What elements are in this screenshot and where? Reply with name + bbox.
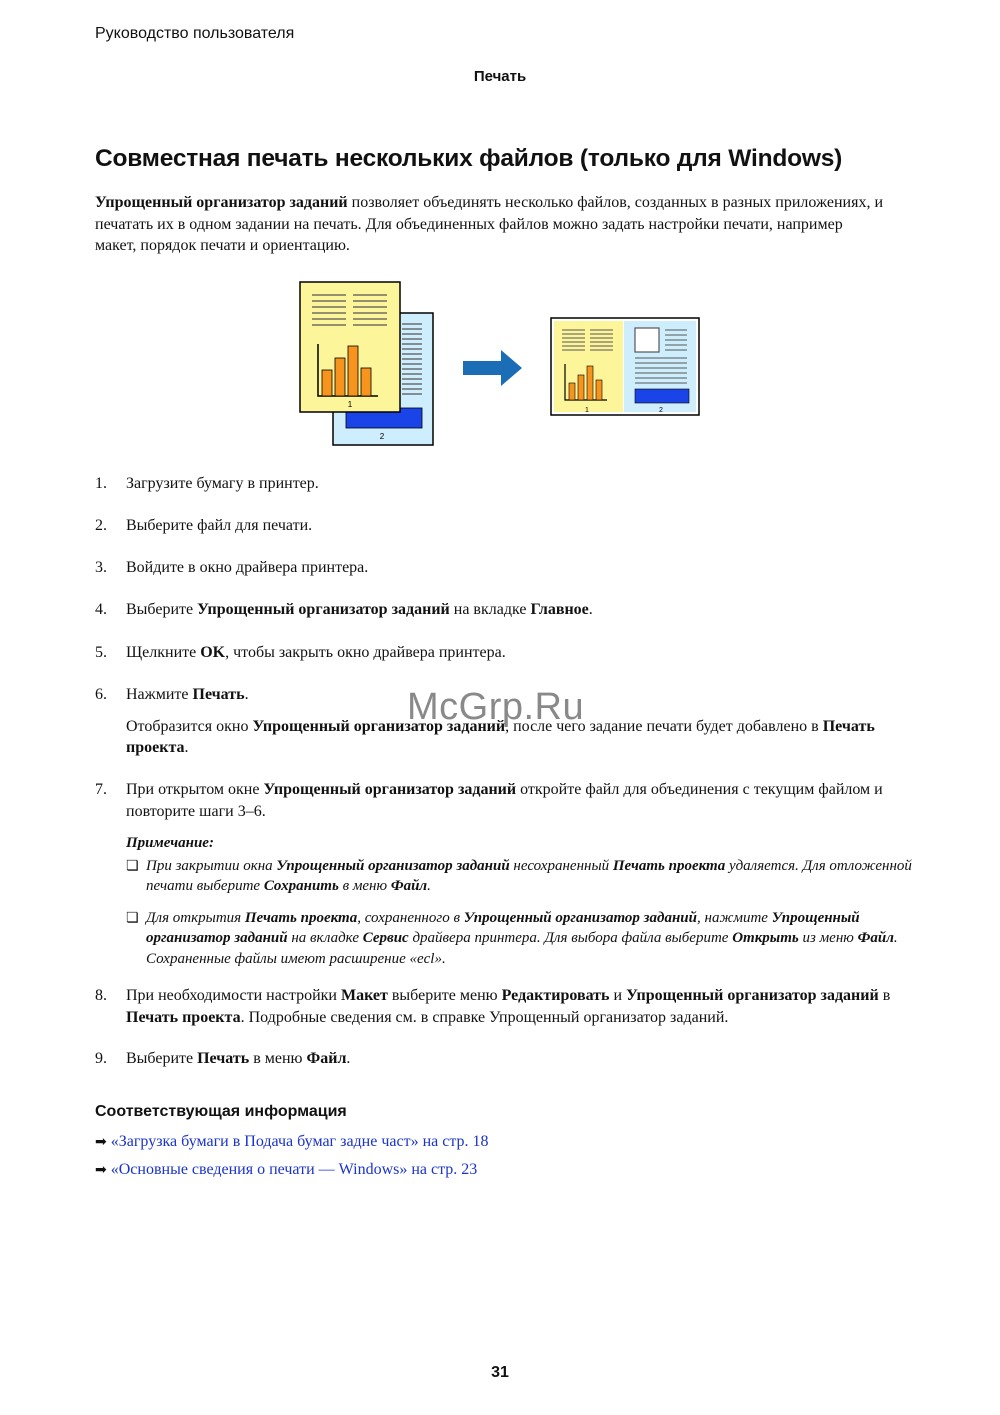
step-text: При открытом окне	[126, 781, 264, 798]
arrow-right-icon: ➡	[95, 1162, 107, 1178]
step-number: 1.	[95, 475, 107, 492]
step-bold-term: Макет	[340, 987, 388, 1004]
source-page-2-number: 2	[379, 432, 385, 441]
step-bold-term: Редактировать	[501, 987, 610, 1004]
step-text: откройте файл для объединения с текущим файлом и повторите шаги 3–6.	[126, 781, 883, 820]
step-text: , после чего задание печати будет добавлено в	[505, 717, 823, 735]
note-bold-term: Файл	[857, 930, 894, 946]
result-page-2-number: 2	[659, 407, 663, 414]
document-header: Руководство пользователя	[95, 25, 295, 42]
related-link-paper-loading[interactable]	[95, 1133, 489, 1151]
note-bold-term: Сохранить	[263, 878, 339, 894]
note-text: на вкладке	[287, 930, 363, 946]
note-text: Для открытия	[146, 909, 245, 926]
note-bold-term: Сервис	[362, 930, 409, 946]
step-bold-term: Упрощенный организатор заданий	[197, 601, 450, 618]
step-bold-term: Главное	[530, 601, 589, 618]
note-text: , сохраненного в	[357, 909, 464, 926]
note-bold-term: Упрощенный организатор заданий	[146, 909, 860, 946]
related-info-heading: Соответствующая информация	[95, 1103, 347, 1120]
step-bold-term: Печать проекта	[126, 1008, 241, 1026]
note-text: драйвера принтера. Для выбора файла выберите	[408, 930, 733, 946]
note-text: .	[427, 878, 431, 894]
checkbox-bullet-icon: ❏	[126, 857, 139, 874]
note-bullet	[126, 908, 916, 970]
step-text: . Подробные сведения см. в справке Упрощенный организатор заданий.	[240, 1008, 729, 1026]
step-number: 2.	[95, 517, 107, 534]
note-text: в меню	[338, 878, 391, 894]
step-text: Войдите в окно драйвера принтера.	[126, 559, 369, 576]
step-text: .	[244, 686, 249, 703]
note-text: , нажмите	[697, 909, 772, 926]
page-number: 31	[491, 1364, 509, 1381]
step-number: 6.	[95, 686, 107, 703]
note-text: При закрытии окна	[146, 857, 277, 874]
result-page-1-number: 1	[585, 407, 589, 414]
step-5	[95, 642, 905, 664]
related-link-text[interactable]: «Основные сведения о печати — Windows» на стр. 23	[110, 1161, 478, 1178]
step-bold-term: Печать	[197, 1050, 250, 1067]
note-bold-term: Упрощенный организатор заданий	[276, 857, 510, 874]
step-text: Щелкните	[126, 644, 201, 661]
page-title: Совместная печать нескольких файлов (только для Windows)	[95, 145, 843, 172]
step-number: 7.	[95, 781, 107, 798]
step-8	[95, 985, 905, 1028]
step-text: Выберите файл для печати.	[126, 517, 313, 534]
step-text: .	[184, 739, 189, 756]
step-9	[95, 1048, 905, 1070]
checkbox-bullet-icon: ❏	[126, 909, 139, 926]
source-page-1-number: 1	[347, 400, 353, 409]
note-box	[126, 833, 916, 969]
step-bold-term: Упрощенный организатор заданий	[263, 781, 517, 798]
source-page-1	[300, 282, 400, 412]
step-text: на вкладке	[449, 601, 531, 618]
step-text: Выберите	[126, 601, 198, 618]
related-link-printing-basics[interactable]	[95, 1161, 477, 1179]
step-text: Выберите	[126, 1050, 198, 1067]
step-number: 8.	[95, 987, 107, 1004]
note-bold-term: Открыть	[732, 930, 799, 946]
step-text: выберите меню	[387, 987, 502, 1004]
note-text: из меню	[798, 930, 858, 946]
note-bold-term: Файл	[390, 878, 428, 894]
arrow-right-icon	[463, 350, 522, 386]
step-text: в меню	[249, 1050, 307, 1067]
step-number: 5.	[95, 644, 107, 661]
step-text: в	[878, 987, 891, 1004]
note-text: . Сохраненные файлы имеют расширение «ecl».	[146, 930, 898, 967]
note-bold-term: Упрощенный организатор заданий	[463, 909, 697, 926]
step-number: 3.	[95, 559, 107, 576]
step-2	[95, 515, 905, 537]
intro-paragraph	[95, 192, 885, 257]
section-header: Печать	[473, 68, 527, 85]
note-bullet	[126, 856, 916, 897]
step-text: Отобразится окно	[126, 717, 253, 735]
step-text: Нажмите	[126, 686, 193, 703]
step-text: При необходимости настройки	[126, 987, 341, 1004]
step-number: 4.	[95, 601, 107, 618]
step-bold-term: Упрощенный организатор заданий	[252, 717, 506, 735]
step-text: и	[609, 987, 627, 1004]
step-3	[95, 557, 905, 579]
step-number: 9.	[95, 1050, 107, 1067]
arrow-right-icon: ➡	[95, 1134, 107, 1150]
step-text: .	[588, 601, 593, 618]
step-bold-term: OK	[200, 644, 226, 661]
step-bold-term: Печать проекта	[126, 717, 875, 756]
step-text: Загрузите бумагу в принтер.	[126, 475, 319, 492]
step-4	[95, 599, 905, 621]
step-text: .	[346, 1050, 351, 1067]
note-title: Примечание:	[126, 835, 214, 851]
step-1	[95, 473, 905, 495]
note-text: несохраненный	[509, 857, 613, 874]
step-text: , чтобы закрыть окно драйвера принтера.	[225, 644, 506, 661]
step-bold-term: Упрощенный организатор заданий	[626, 987, 879, 1004]
combined-result-page	[551, 318, 699, 415]
watermark-text: McGrp.Ru	[407, 686, 585, 728]
note-text: удаляется. Для отложенной печати выберите	[146, 857, 912, 894]
step-bold-term: Печать	[192, 686, 245, 703]
combine-files-illustration	[298, 278, 700, 450]
related-link-text[interactable]: «Загрузка бумаги в Подача бумаг задне част» на стр. 18	[110, 1133, 489, 1150]
step-7	[95, 779, 905, 822]
intro-text: позволяет объединять несколько файлов, созданных в разных приложениях, и печатать их в одном задании на печать. Для объединенных файлов можно задать настройки печати, например макет, порядок печати и ориентацию.	[95, 194, 883, 254]
note-bold-term: Печать проекта	[244, 909, 358, 926]
note-bold-term: Печать проекта	[612, 857, 726, 874]
step-bold-term: Файл	[306, 1050, 347, 1067]
intro-bold-term: Упрощенный организатор заданий	[95, 194, 348, 211]
